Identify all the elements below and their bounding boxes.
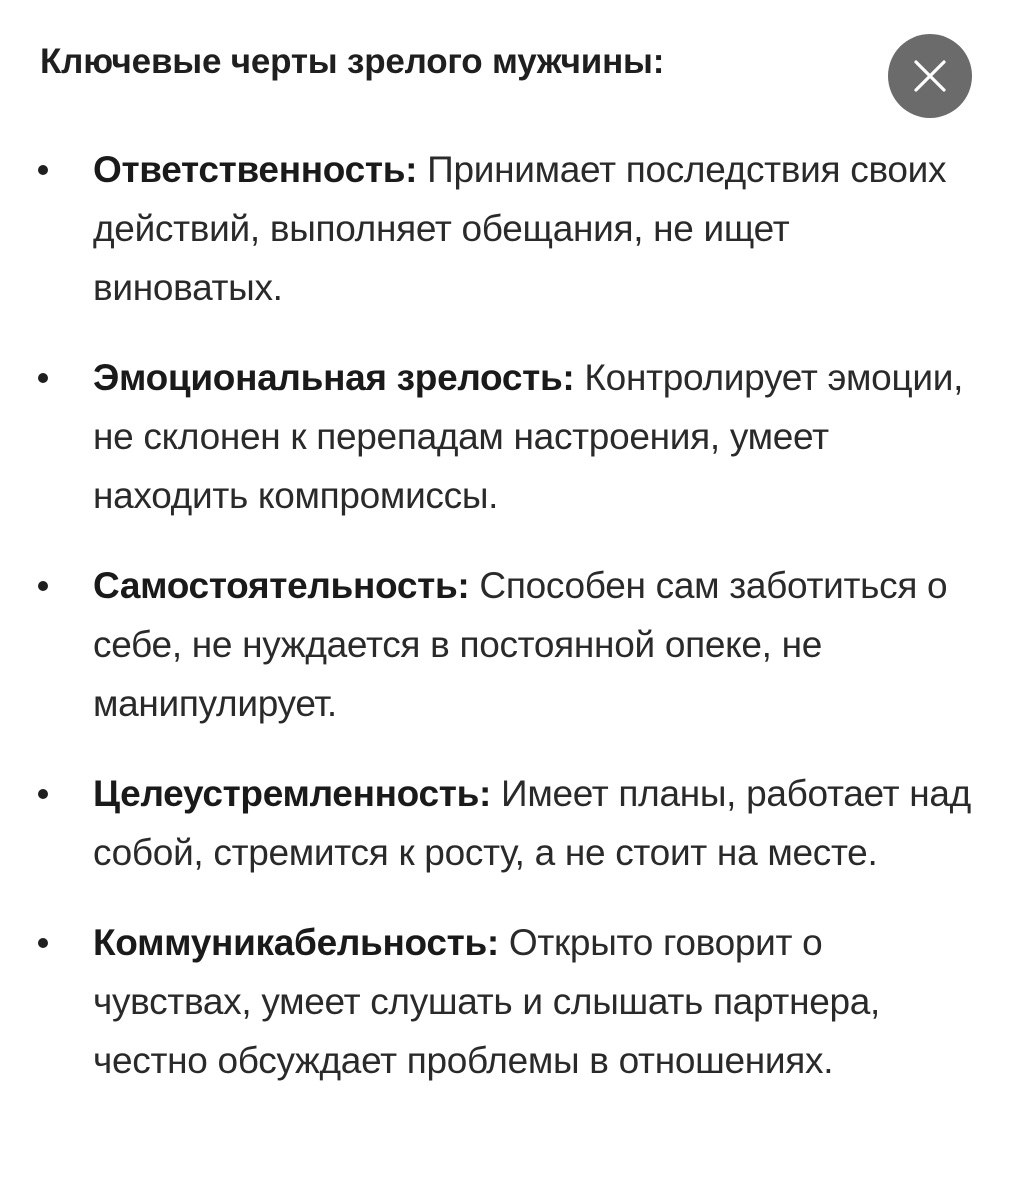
bullet-icon	[38, 165, 48, 175]
list-item	[0, 913, 1019, 1090]
trait-term: Целеустремленность:	[93, 773, 502, 814]
trait-description: Открыто говорит о чувствах, умеет слушать и слышать партнера, честно обсуждает проблемы в отношениях.	[93, 922, 881, 1081]
close-button[interactable]	[888, 34, 972, 118]
trait-term: Ответственность:	[93, 149, 428, 190]
list-item	[0, 556, 1019, 733]
trait-description: Имеет планы, работает над собой, стремится к росту, а не стоит на месте.	[93, 773, 971, 873]
list-item	[0, 764, 1019, 882]
trait-term: Коммуникабельность:	[93, 922, 509, 963]
trait-term: Самостоятельность:	[93, 565, 480, 606]
bullet-icon	[38, 581, 48, 591]
trait-term: Эмоциональная зрелость:	[93, 357, 585, 398]
bullet-icon	[38, 789, 48, 799]
trait-description: Контролирует эмоции, не склонен к перепадам настроения, умеет находить компромиссы.	[93, 357, 964, 516]
list-item	[0, 348, 1019, 525]
bullet-icon	[38, 373, 48, 383]
trait-description: Способен сам заботиться о себе, не нуждается в постоянной опеке, не манипулирует.	[93, 565, 948, 724]
trait-description: Принимает последствия своих действий, выполняет обещания, не ищет виноватых.	[93, 149, 947, 308]
list-item	[0, 140, 1019, 317]
traits-list	[0, 140, 1019, 1121]
page-title: Ключевые черты зрелого мужчины:	[40, 42, 665, 81]
bullet-icon	[38, 938, 48, 948]
close-icon	[913, 59, 947, 93]
